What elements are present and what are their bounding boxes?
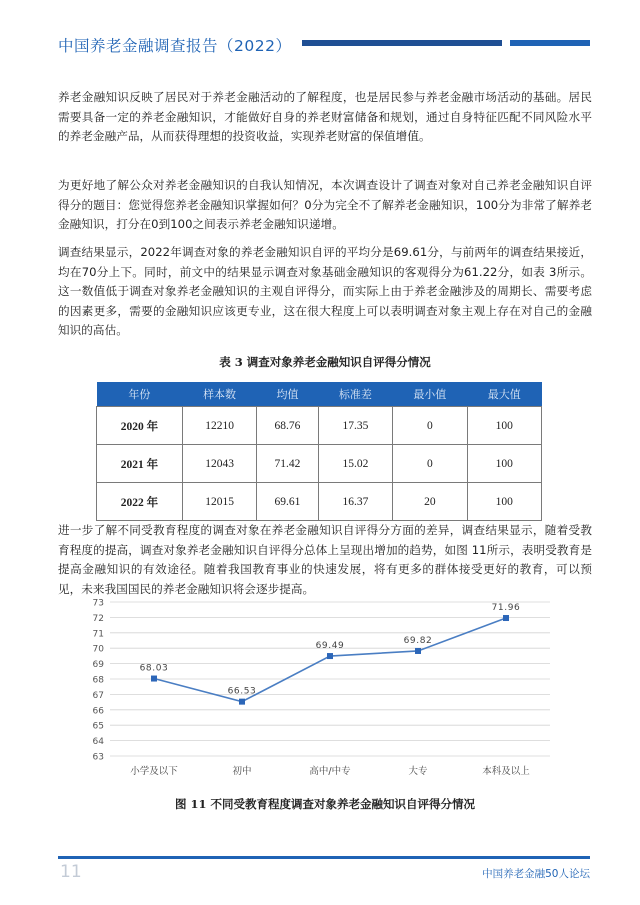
y-tick-label: 64 [92,737,104,748]
header-max: 最大值 [467,382,541,407]
table-cell: 15.02 [318,445,392,483]
data-label: 71.96 [491,603,521,614]
x-tick-label: 高中/中专 [309,766,351,777]
header-bar [302,40,502,46]
table-cell: 2021 年 [97,445,183,483]
x-tick-label: 本科及以上 [482,766,530,777]
table-cell: 2020 年 [97,407,183,445]
y-tick-label: 69 [92,660,104,671]
table-cell: 12043 [182,445,256,483]
table-cell: 0 [393,407,467,445]
table-cell: 2022 年 [97,483,183,521]
data-point [327,653,333,659]
data-point [415,648,421,654]
y-tick-label: 71 [92,629,104,640]
paragraph-4: 进一步了解不同受教育程度的调查对象在养老金融知识自评得分方面的差异，调查结果显示，随着受教育程度的提高，调查对象养老金融知识自评得分总体上呈现出增加的趋势，如图 11所示，表明受教育是提高金融知识的有效途径。随着我国教育事业的快速发展，将有更多的群体接受更好的教育，可以预见，未来我国国民的养老金融知识将会逐步提高。 [58,523,592,596]
table-cell: 0 [393,445,467,483]
y-tick-label: 73 [92,598,104,609]
y-tick-label: 63 [92,752,104,763]
data-label: 66.53 [227,686,257,697]
y-tick-label: 66 [92,706,104,717]
x-tick-label: 小学及以下 [130,766,178,777]
footer-line [58,856,590,859]
figure-caption: 图 11 不同受教育程度调查对象养老金融知识自评得分情况 [174,797,475,811]
data-label: 69.82 [403,635,433,646]
table-cell: 100 [467,483,541,521]
table-cell: 100 [467,407,541,445]
header-std: 标准差 [318,382,392,407]
header-mean: 均值 [257,382,318,407]
data-point [239,699,245,705]
table-cell: 68.76 [257,407,318,445]
data-label: 69.49 [315,641,345,652]
table-cell: 100 [467,445,541,483]
table-caption: 表 3 调查对象养老金融知识自评得分情况 [219,355,431,369]
y-tick-label: 67 [92,690,104,701]
education-score-chart [80,594,560,784]
table-cell: 71.42 [257,445,318,483]
page-number: 11 [60,862,82,882]
paragraph-3: 调查结果显示，2022年调查对象的养老金融知识自评的平均分是69.61分，与前两年的调查结果接近，均在70分上下。同时，前文中的结果显示调查对象基础金融知识的客观得分为61.22分，如表 3所示。这一数值低于调查对象养老金融知识的主观自评得分，而实际上由于养老金融涉及的周期长、需要考虑的因素更多，需要的金融知识应该更专业，这在很大程度上可以表明调查对象主观上存在对自己的金融知识的高估。 [58,245,592,337]
header-bar-accent [510,40,590,46]
score-table [96,382,542,521]
table-row [97,407,542,445]
paragraph-1: 养老金融知识反映了居民对于养老金融活动的了解程度，也是居民参与养老金融市场活动的基础。居民需要具备一定的养老金融知识，才能做好自身的养老财富储备和规划，通过自身特征匹配不同风险水平的养老金融产品，从而获得理想的投资收益，实现养老财富的保值增值。 [58,90,592,143]
y-tick-label: 65 [92,721,104,732]
line-chart [80,594,560,784]
y-tick-label: 68 [92,675,104,686]
table-cell: 20 [393,483,467,521]
y-tick-label: 72 [92,613,104,624]
table-cell: 16.37 [318,483,392,521]
y-tick-label: 70 [92,644,104,655]
header-sample: 样本数 [182,382,256,407]
x-tick-label: 初中 [232,766,252,777]
header-min: 最小值 [393,382,467,407]
table-cell: 17.35 [318,407,392,445]
table-cell: 69.61 [257,483,318,521]
table-cell: 12015 [182,483,256,521]
table-cell: 12210 [182,407,256,445]
header-year: 年份 [97,382,183,407]
data-label: 68.03 [139,663,169,674]
data-point [151,676,157,682]
x-tick-label: 大专 [408,766,428,777]
footer-forum-name: 中国养老金融50人论坛 [482,868,590,880]
report-title: 中国养老金融调查报告（2022） [58,37,292,55]
data-point [503,615,509,621]
table-row [97,445,542,483]
series-line [154,618,506,702]
table-header-row [97,382,542,407]
table-row [97,483,542,521]
paragraph-2: 为更好地了解公众对养老金融知识的自我认知情况，本次调查设计了调查对象对自己养老金融知识自评得分的题目：您觉得您养老金融知识掌握如何？0分为完全不了解养老金融知识，100分为非常了解养老金融知识，打分在0到100之间表示养老金融知识递增。 [58,178,592,231]
